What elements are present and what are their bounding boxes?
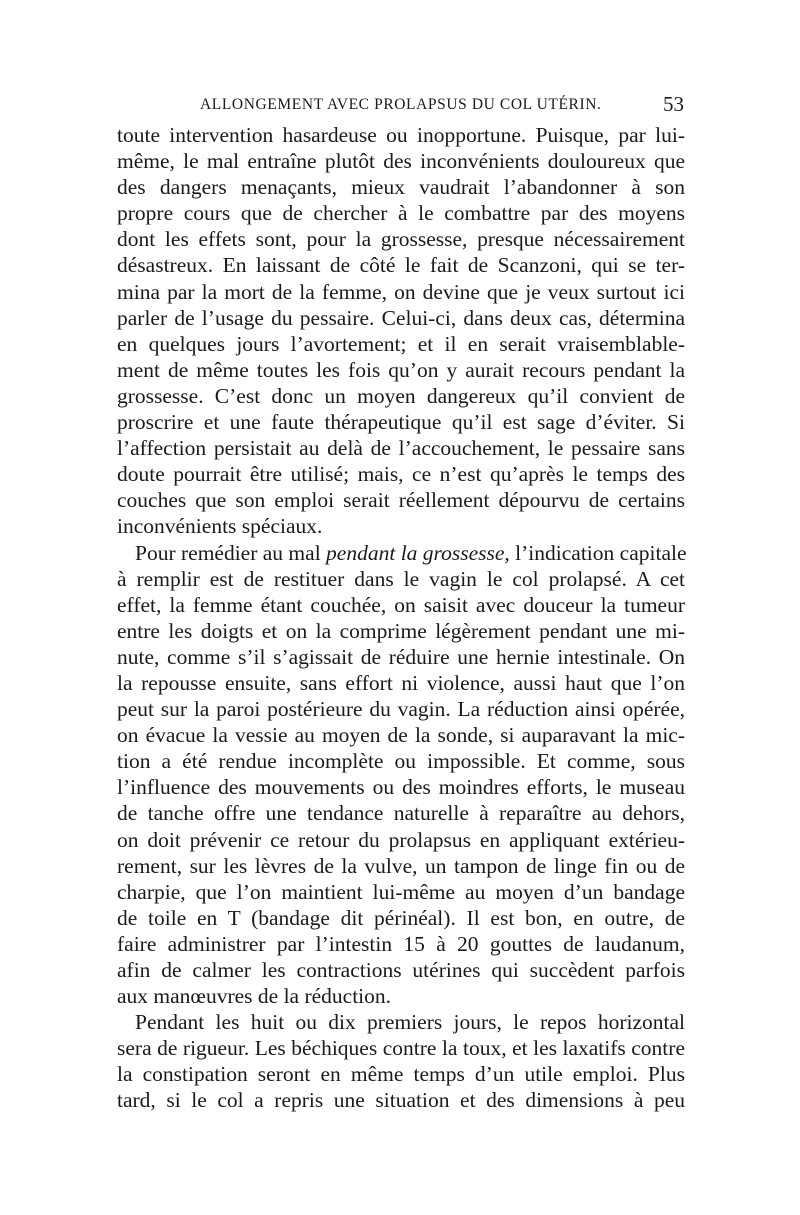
text-line: ment de même toutes les fois qu’on y aurait recours pendant la bbox=[117, 357, 685, 382]
text-line: proscrire et une faute thérapeutique qu’il est sage d’éviter. Si bbox=[117, 410, 685, 435]
text-line: sera de rigueur. Les béchiques contre la toux, et les laxatifs contre bbox=[117, 1036, 685, 1061]
text-line: grossesse. C’est donc un moyen dangereux qu’il convient de bbox=[117, 383, 685, 408]
text-line: on évacue la vessie au moyen de la sonde, si auparavant la mic- bbox=[117, 723, 685, 748]
text-line: inconvénients spéciaux. bbox=[117, 514, 323, 539]
text-line: faire administrer par l’intestin 15 à 20 gouttes de laudanum, bbox=[117, 931, 685, 956]
text-line: toute intervention hasardeuse ou inopportune. Puisque, par lui- bbox=[117, 123, 685, 147]
text-line: effet, la femme étant couchée, on saisit avec douceur la tumeur bbox=[117, 592, 685, 617]
text-line: à remplir est de restituer dans le vagin le col prolapsé. A cet bbox=[117, 566, 685, 591]
text-line: la repousse ensuite, sans effort ni violence, aussi haut que l’on bbox=[117, 670, 685, 695]
text-run: l’indication capitale bbox=[509, 540, 687, 565]
paragraph-first-line bbox=[117, 540, 685, 566]
text-line: propre cours que de chercher à le combattre par des moyens bbox=[117, 201, 685, 226]
text-line: tard, si le col a repris une situation et des dimensions à peu bbox=[117, 1088, 685, 1113]
text-line: désastreux. En laissant de côté le fait de Scanzoni, qui se ter- bbox=[117, 253, 685, 278]
text-line: peut sur la paroi postérieure du vagin. La réduction ainsi opérée, bbox=[117, 697, 685, 722]
text-line: on doit prévenir ce retour du prolapsus en appliquant extérieu- bbox=[117, 827, 685, 852]
running-head bbox=[200, 92, 684, 118]
text-line: mina par la mort de la femme, on devine que je veux surtout ici bbox=[117, 279, 685, 304]
text-line: même, le mal entraîne plutôt des inconvénients douloureux que bbox=[117, 149, 685, 174]
text-line: tion a été rendue incomplète ou impossible. Et comme, sous bbox=[117, 749, 685, 774]
text-line: de tanche offre une tendance naturelle à reparaître au dehors, bbox=[117, 801, 685, 826]
text-line: rement, sur les lèvres de la vulve, un tampon de linge fin ou de bbox=[117, 853, 685, 878]
text-line: afin de calmer les contractions utérines qui succèdent parfois bbox=[117, 958, 685, 982]
text-line: nute, comme s’il s’agissait de réduire une hernie intestinale. On bbox=[117, 644, 685, 669]
italic-phrase: pendant la grossesse, bbox=[326, 540, 510, 565]
text-line: des dangers menaçants, mieux vaudrait l’abandonner à son bbox=[117, 175, 685, 200]
text-line: aux manœuvres de la réduction. bbox=[117, 984, 392, 1009]
text-line: doute pourrait être utilisé; mais, ce n’est qu’après le temps des bbox=[117, 462, 685, 487]
text-run: Pour remédier au mal bbox=[135, 540, 327, 565]
text-line: la constipation seront en même temps d’un utile emploi. Plus bbox=[117, 1062, 685, 1087]
text-line: l’affection persistait au delà de l’accouchement, le pessaire sans bbox=[117, 436, 685, 461]
body-text bbox=[117, 122, 685, 1114]
page-number: 53 bbox=[663, 92, 684, 116]
running-title: ALLONGEMENT AVEC PROLAPSUS DU COL UTÉRIN. bbox=[200, 96, 602, 113]
text-line: de toile en T (bandage dit périnéal). Il est bon, en outre, de bbox=[117, 905, 685, 930]
text-line: en quelques jours l’avortement; et il en serait vraisemblable- bbox=[117, 331, 685, 356]
paragraph-first-line: Pendant les huit ou dix premiers jours, le repos horizontal bbox=[135, 1010, 685, 1035]
text-line: couches que son emploi serait réellement dépourvu de certains bbox=[117, 488, 685, 513]
text-line: charpie, que l’on maintient lui-même au moyen d’un bandage bbox=[117, 879, 685, 904]
text-line: dont les effets sont, pour la grossesse, presque nécessairement bbox=[117, 227, 685, 252]
text-line: entre les doigts et on la comprime légèrement pendant une mi- bbox=[117, 618, 685, 643]
text-line: l’influence des mouvements ou des moindres efforts, le museau bbox=[117, 775, 685, 800]
text-line: parler de l’usage du pessaire. Celui-ci, dans deux cas, détermina bbox=[117, 305, 685, 330]
